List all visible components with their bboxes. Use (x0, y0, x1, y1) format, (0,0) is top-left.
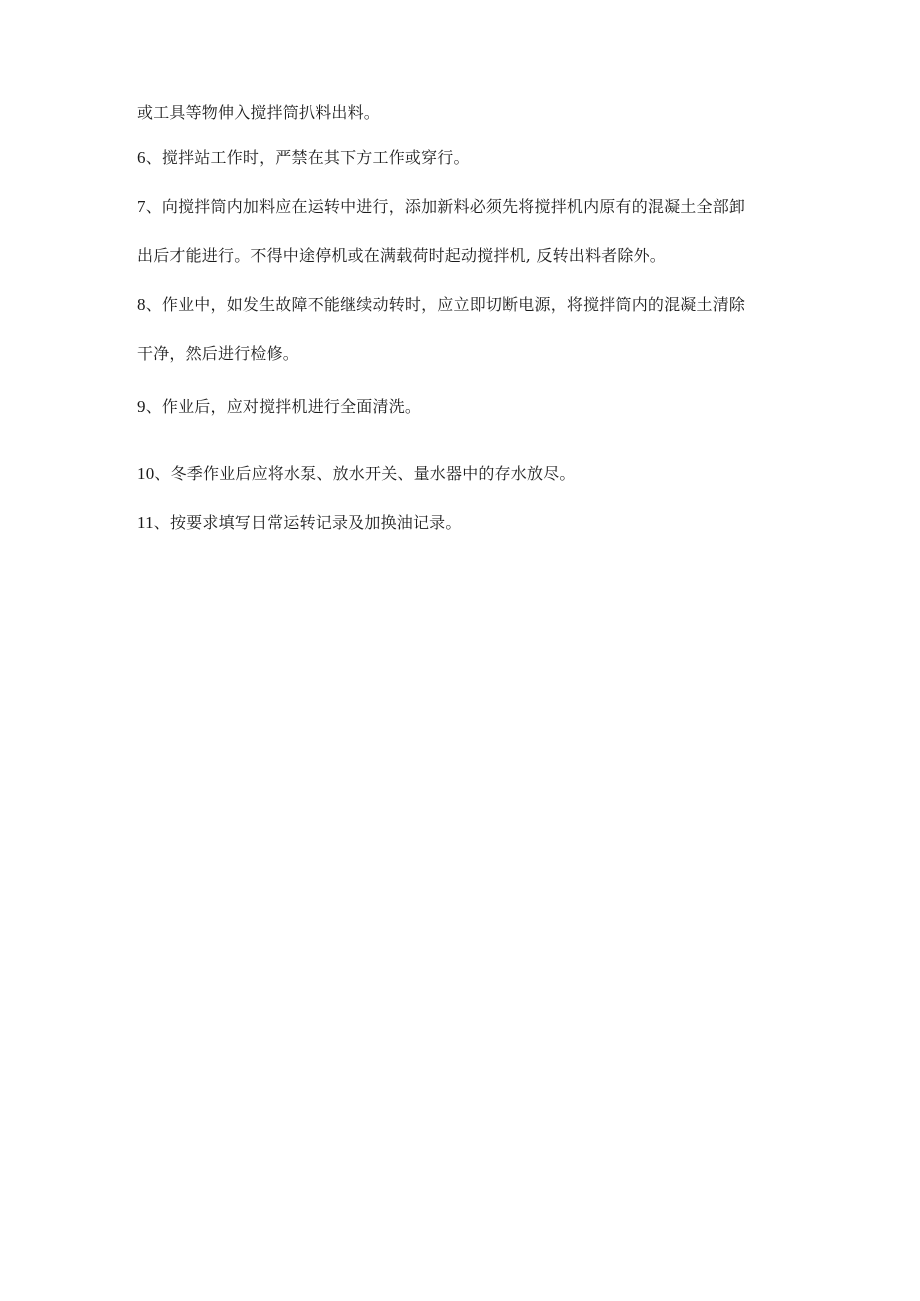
item-text: 、作业中，如发生故障不能继续动转时，应立即切断电源，将搅拌筒内的混凝土清除 (145, 295, 746, 314)
list-item-6 (137, 148, 470, 168)
item-number: 10 (137, 464, 155, 483)
line-text: 出后才能进行。不得中途停机或在满载荷时起动搅拌机, 反转出料者除外。 (137, 246, 666, 265)
item-number: 8 (137, 295, 146, 314)
item-text: 、按要求填写日常运转记录及加换油记录。 (153, 513, 462, 532)
list-item-7 (137, 197, 745, 217)
list-item-9 (137, 397, 421, 417)
list-item-8 (137, 295, 745, 315)
item-text: 、搅拌站工作时，严禁在其下方工作或穿行。 (145, 148, 470, 167)
line-continuation-5 (137, 103, 380, 123)
line-text: 或工具等物伸入搅拌筒扒料出料。 (137, 103, 381, 122)
item-number: 6 (137, 148, 146, 167)
item-text: 、作业后，应对搅拌机进行全面清洗。 (145, 397, 422, 416)
item-number: 9 (137, 397, 146, 416)
item-number: 11 (137, 513, 154, 532)
line-continuation-8 (137, 344, 299, 364)
line-continuation-7 (137, 246, 666, 266)
line-text: 干净，然后进行检修。 (137, 344, 300, 363)
list-item-10 (137, 464, 576, 484)
list-item-11 (137, 513, 462, 533)
item-text: 、向搅拌筒内加料应在运转中进行，添加新料必须先将搅拌机内原有的混凝土全部卸 (145, 197, 746, 216)
item-text: 、冬季作业后应将水泵、放水开关、量水器中的存水放尽。 (154, 464, 576, 483)
item-number: 7 (137, 197, 146, 216)
